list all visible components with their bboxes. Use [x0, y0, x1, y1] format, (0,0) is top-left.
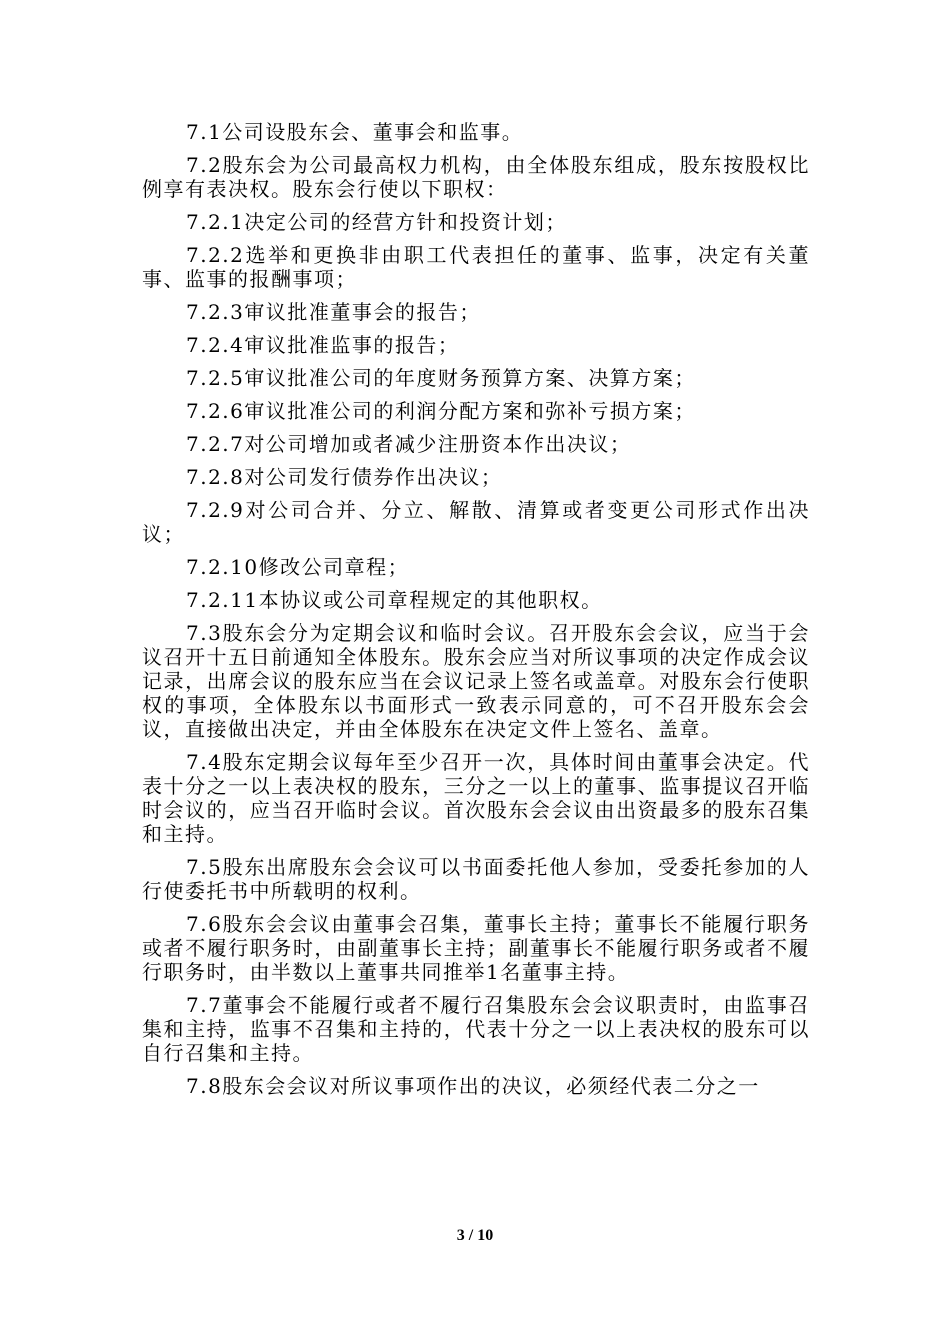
paragraph-7-8: 7.8股东会会议对所议事项作出的决议，必须经代表二分之一 [186, 1074, 760, 1098]
paragraph-7-2-11: 7.2.11本协议或公司章程规定的其他职权。 [186, 588, 603, 612]
paragraph-7-2: 7.2股东会为公司最高权力机构，由全体股东组成，股东按股权比例享有表决权。股东会行使以下职权： [142, 153, 810, 201]
paragraph-7-6: 7.6股东会会议由董事会召集，董事长主持；董事长不能履行职务或者不履行职务时，由副董事长主持；副董事长不能履行职务或者不履行职务时，由半数以上董事共同推举1名董事主持。 [142, 912, 810, 984]
paragraph-7-3: 7.3股东会分为定期会议和临时会议。召开股东会会议，应当于会议召开十五日前通知全体股东。股东会应当对所议事项的决定作成会议记录，出席会议的股东应当在会议记录上签名或盖章。对股东会行使职权的事项，全体股东以书面形式一致表示同意的，可不召开股东会会议，直接做出决定，并由全体股东在决定文件上签名、盖章。 [142, 621, 810, 741]
paragraph-7-2-6: 7.2.6审议批准公司的利润分配方案和弥补亏损方案； [186, 399, 696, 423]
paragraph-7-2-1: 7.2.1决定公司的经营方针和投资计划； [186, 210, 567, 234]
paragraph-7-2-10: 7.2.10修改公司章程； [186, 555, 410, 579]
paragraph-7-1: 7.1公司设股东会、董事会和监事。 [186, 120, 524, 144]
paragraph-7-2-7: 7.2.7对公司增加或者减少注册资本作出决议； [186, 432, 632, 456]
paragraph-7-7: 7.7董事会不能履行或者不履行召集股东会会议职责时，由监事召集和主持，监事不召集和主持的，代表十分之一以上表决权的股东可以自行召集和主持。 [142, 993, 810, 1065]
paragraph-7-5: 7.5股东出席股东会会议可以书面委托他人参加，受委托参加的人行使委托书中所载明的权利。 [142, 855, 810, 903]
paragraph-7-2-4: 7.2.4审议批准监事的报告； [186, 333, 460, 357]
paragraph-7-2-9: 7.2.9对公司合并、分立、解散、清算或者变更公司形式作出决议； [142, 498, 810, 546]
paragraph-7-2-3: 7.2.3审议批准董事会的报告； [186, 300, 481, 324]
document-body [142, 120, 810, 1107]
paragraph-7-4: 7.4股东定期会议每年至少召开一次，具体时间由董事会决定。代表十分之一以上表决权的股东，三分之一以上的董事、监事提议召开临时会议的，应当召开临时会议。首次股东会会议由出资最多的股东召集和主持。 [142, 750, 810, 846]
page-number: 3 / 10 [456, 1227, 494, 1244]
paragraph-7-2-8: 7.2.8对公司发行债券作出决议； [186, 465, 503, 489]
paragraph-7-2-2: 7.2.2选举和更换非由职工代表担任的董事、监事，决定有关董事、监事的报酬事项； [142, 243, 810, 291]
paragraph-7-2-5: 7.2.5审议批准公司的年度财务预算方案、决算方案； [186, 366, 696, 390]
